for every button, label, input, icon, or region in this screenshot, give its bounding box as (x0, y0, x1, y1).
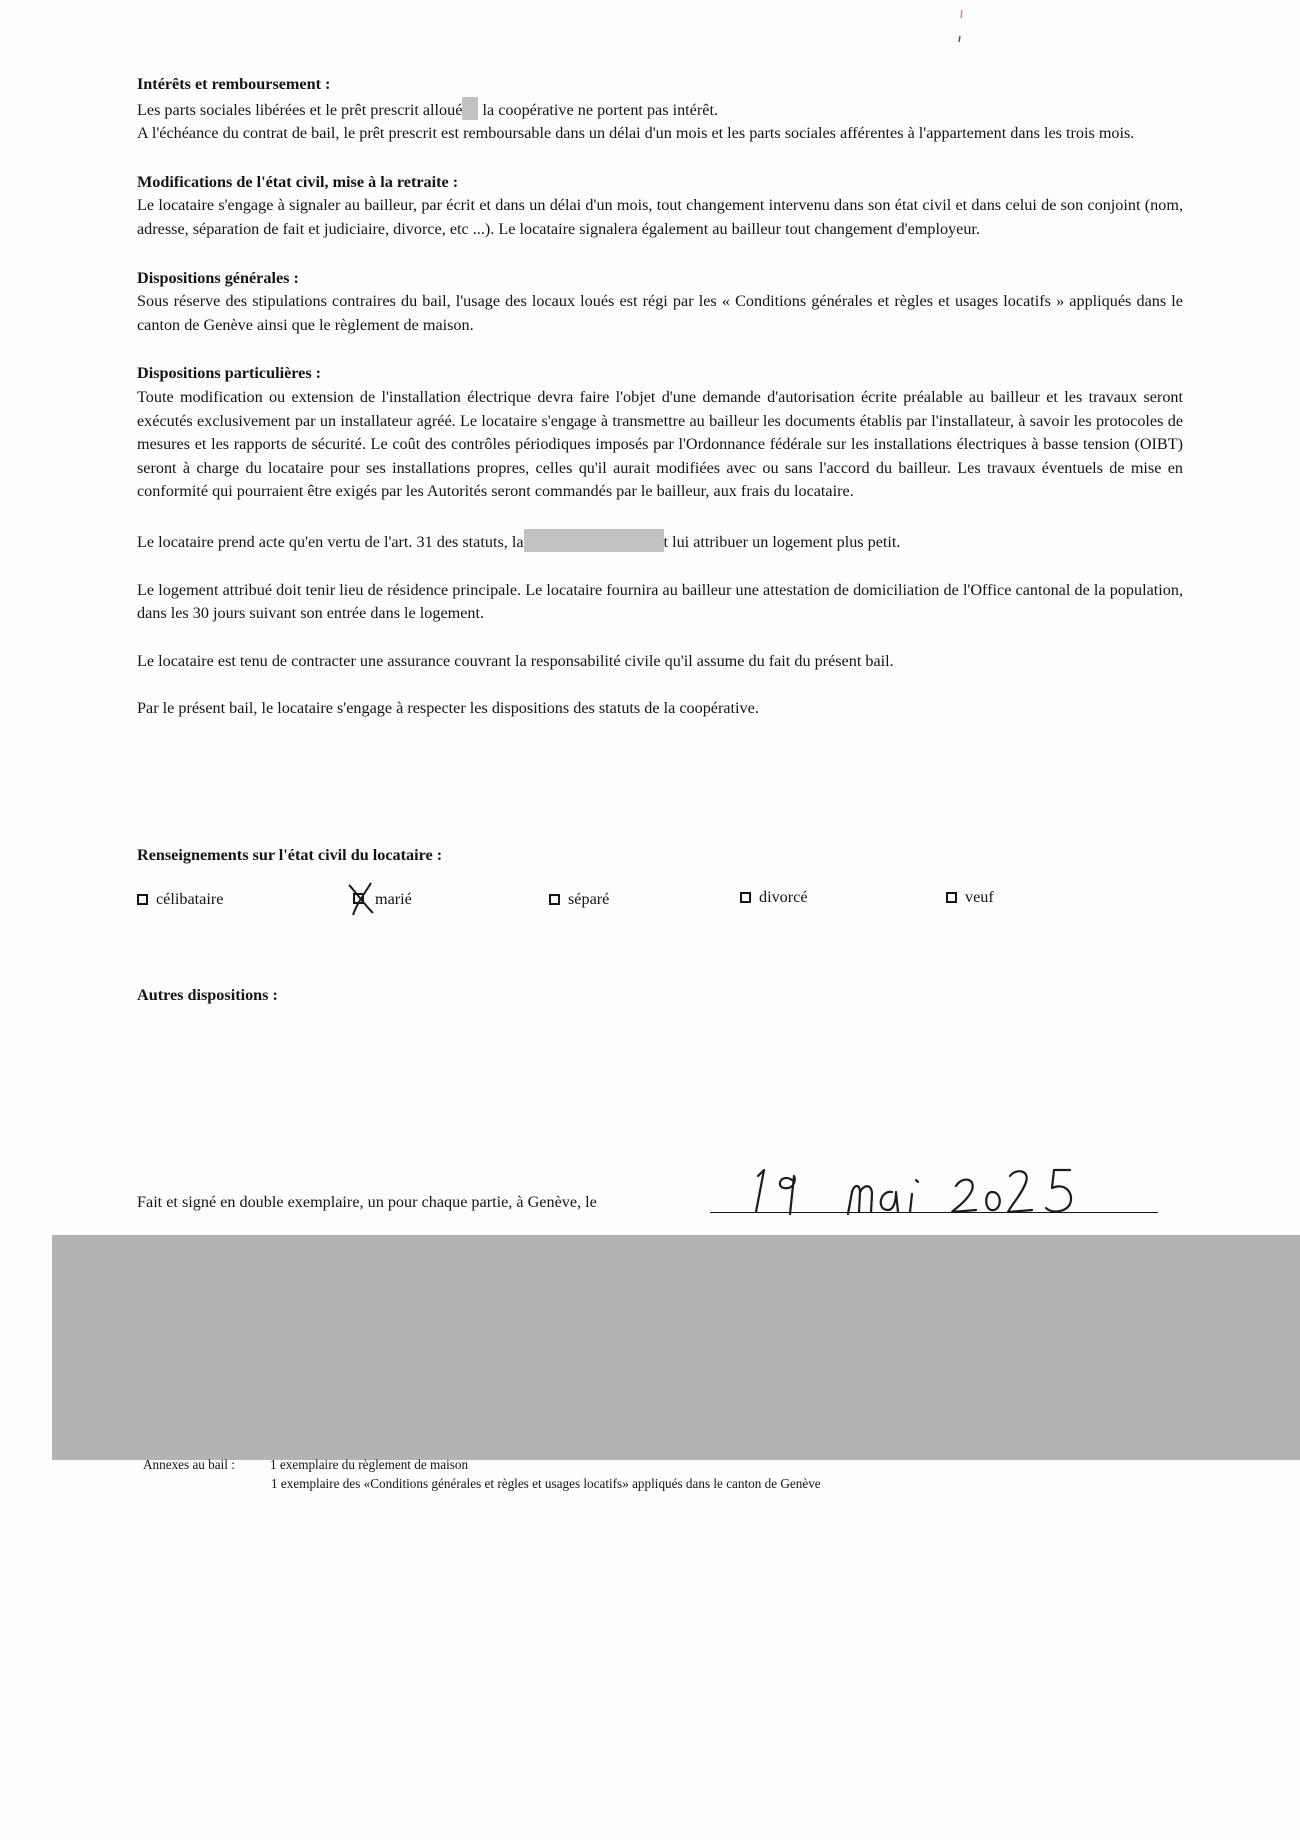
option-celibataire[interactable] (137, 890, 223, 909)
option-label: séparé (568, 890, 610, 908)
civil-status-title: Renseignements sur l'état civil du locataire : (137, 846, 443, 864)
option-separe[interactable] (549, 890, 609, 909)
signature-statement: Fait et signé en double exemplaire, un pour chaque partie, à Genève, le (137, 1193, 597, 1211)
annexes-line-2: 1 exemplaire des «Conditions générales et règles et usages locatifs» appliqués dans le canton de Genève (271, 1476, 821, 1491)
section-dispositions-generales (137, 267, 1183, 338)
section-etat-civil (137, 171, 1183, 242)
paragraph: Toute modification ou extension de l'installation électrique devra faire l'objet d'une demande d'autorisation écrite préalable au bailleur et les travaux seront exécutés exclusivement par un installateur agréé. Le locataire s'engage à transmettre au bailleur les documents établis par l'installateur, à savoir les protocoles de mesures et les rapports de sécurité. Le coût des contrôles périodiques imposés par l'Ordonnance fédérale sur les installations électriques à basse tension (OIBT) seront à charge du locataire pour ses installations propres, celles qu'il aurait modifiées avec ou sans l'accord du bailleur. Les travaux éventuels de mise en conformité qui pourraient être exigés par les Autorités seront commandés par le bailleur, aux frais du locataire. (137, 387, 1183, 501)
redaction-bar (524, 529, 664, 552)
paragraph-art31: Le locataire prend acte qu'en vertu de l'art. 31 des statuts, la t lui attribuer un logement plus petit. (137, 529, 1183, 555)
option-label: marié (375, 889, 412, 908)
section-interets (137, 73, 1183, 146)
paragraph: Sous réserve des stipulations contraires du bail, l'usage des locaux loués est régi par les « Conditions générales et règles et usages locatifs » appliqués dans le canton de Genève ainsi que le règlement de maison. (137, 292, 1183, 334)
section-title: Modifications de l'état civil, mise à la retraite : (137, 172, 459, 191)
section-title: Dispositions générales : (137, 268, 299, 287)
redaction-bar (462, 97, 478, 120)
option-label: célibataire (156, 890, 224, 908)
checked-checkbox-icon[interactable] (347, 884, 373, 914)
annexes-line-1: Annexes au bail : 1 exemplaire du règlement de maison (143, 1457, 469, 1472)
checkbox-icon[interactable] (549, 894, 560, 905)
checkbox-icon[interactable] (946, 892, 957, 903)
paragraph: A l'échéance du contrat de bail, le prêt prescrit est remboursable dans un délai d'un mois et les parts sociales afférentes à l'appartement dans les trois mois. (137, 124, 1135, 143)
paragraph: Le locataire s'engage à signaler au bailleur, par écrit et dans un délai d'un mois, tout changement intervenu dans son état civil et dans celui de son conjoint (nom, adresse, séparation de fait et judiciaire, divorce, etc ...). Le locataire signalera également au bailleur tout changement d'employeur. (137, 196, 1183, 238)
signature-date-line (710, 1212, 1158, 1214)
paragraph-statuts: Par le présent bail, le locataire s'engage à respecter les dispositions des statuts de la coopérative. (137, 699, 759, 718)
annexes (143, 1455, 821, 1493)
option-veuf[interactable] (946, 888, 994, 907)
checkbox-icon[interactable] (740, 892, 751, 903)
stray-pen-mark (955, 8, 965, 44)
option-label: veuf (965, 888, 994, 906)
section-dispositions-particulieres (137, 362, 1183, 504)
option-divorce[interactable] (740, 888, 808, 907)
redacted-signature-area (52, 1235, 1300, 1460)
paragraph: Les parts sociales libérées et le prêt prescrit alloué la coopérative ne portent pas intérêt. (137, 97, 1183, 123)
civil-status-options (137, 890, 1037, 930)
autres-dispositions-title: Autres dispositions : (137, 986, 278, 1004)
paragraph-residence: Le logement attribué doit tenir lieu de résidence principale. Le locataire fournira au bailleur une attestation de domiciliation de l'Office cantonal de la population, dans les 30 jours suivant son entrée dans le logement. (137, 580, 1183, 623)
annexes-label: Annexes au bail : (143, 1457, 235, 1472)
checkbox-icon[interactable] (137, 894, 148, 905)
option-marie[interactable] (347, 884, 412, 914)
section-title: Intérêts et remboursement : (137, 75, 331, 93)
section-title: Dispositions particulières : (137, 364, 322, 383)
contract-body (137, 73, 1183, 721)
option-label: divorcé (759, 888, 808, 906)
paragraph-assurance: Le locataire est tenu de contracter une assurance couvrant la responsabilité civile qu'il assume du fait du présent bail. (137, 651, 894, 670)
